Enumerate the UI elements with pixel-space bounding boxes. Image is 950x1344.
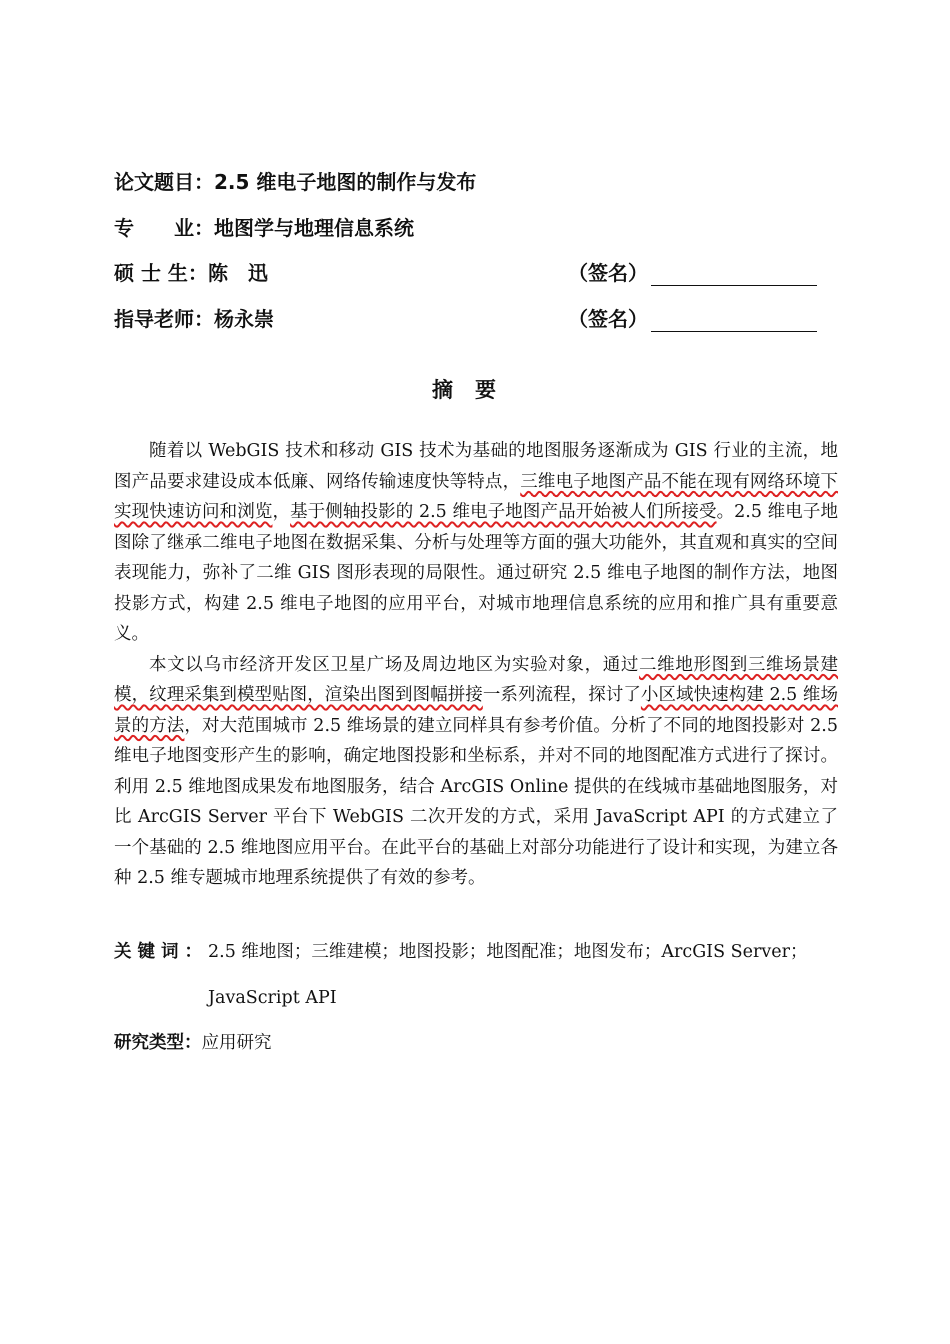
- p2-spellcheck-b: 小区域快速构建 2.5 维场景的方法: [114, 685, 838, 736]
- advisor-signature-label: （签名）: [568, 307, 648, 331]
- student-signature-line: [651, 285, 817, 286]
- p1-text-a: 随着以 WebGIS 技术和移动 GIS 技术为基础的地图服务逐渐成为 GIS 行业的主流，地图产品要求建设成本低廉、网络传输速度快等特点，: [114, 441, 838, 492]
- advisor-signature-line: [651, 331, 817, 332]
- p1-spellcheck-b: 基于侧轴投影的 2.5 维电子地图产品开始被人们所接受: [290, 502, 717, 522]
- keywords-label: 关键词：: [114, 942, 208, 962]
- student-value: 陈 迅: [207, 261, 268, 285]
- abstract-body: [114, 436, 838, 894]
- advisor-label: 指导老师：: [114, 307, 214, 331]
- research-type-row: [114, 1028, 272, 1058]
- p2-text-c: ，对大范围城市 2.5 维场景的建立同样具有参考价值。分析了不同的地图投影对 2.5 维电子地图变形产生的影响，确定地图投影和坐标系，并对不同的地图配准方式进行了探讨。利用 2.5 维地图成果发布地图服务，结合 ArcGIS Online 提供的在线城市基础地图服务，对比 ArcGIS Server 平台下 WebGIS 二次开发的方式，采用 JavaScript API 的方式建立了一个基础的 2.5 维地图应用平台。在此平台的基础上对部分功能进行了设计和实现，为建立各种 2.5 维专题城市地理系统提供了有效的参考。: [114, 715, 838, 888]
- student-label: 硕 士 生：: [114, 261, 208, 285]
- p1-text-c: 。2.5 维电子地图除了继承二维电子地图在数据采集、分析与处理等方面的强大功能外，其直观和真实的空间表现能力，弥补了二维 GIS 图形表现的局限性。通过研究 2.5 维电子地图的制作方法，地图投影方式，构建 2.5 维电子地图的应用平台，对城市地理信息系统的应用和推广具有重要意义。: [114, 502, 838, 644]
- p1-spellcheck-a: 三维电子地图产品不能在现有网络环境下实现快速访问和浏览: [114, 471, 839, 522]
- major-label: 专 业：: [114, 216, 214, 240]
- advisor-value: 杨永崇: [214, 307, 274, 331]
- p2-spellcheck-a: 二维地形图到三维场景建模，纹理采集到模型贴图，渲染出图到图幅拼接: [114, 654, 839, 705]
- thesis-title-row: [114, 166, 476, 198]
- major-row: [114, 212, 414, 244]
- research-type-value: 应用研究: [201, 1033, 272, 1053]
- abstract-paragraph-2: [114, 650, 838, 894]
- abstract-heading: 摘要: [432, 378, 518, 402]
- advisor-row: [114, 303, 274, 335]
- student-signature-label: （签名）: [568, 261, 648, 285]
- abstract-paragraph-1: [114, 436, 838, 650]
- thesis-title-label: 论文题目：: [114, 170, 214, 194]
- thesis-title-value: 2.5 维电子地图的制作与发布: [214, 170, 477, 194]
- research-type-label: 研究类型：: [114, 1033, 202, 1053]
- p2-text-a: 本文以乌市经济开发区卫星广场及周边地区为实验对象，通过: [149, 654, 640, 675]
- p2-text-b: 一系列流程，探讨了: [482, 685, 641, 705]
- keywords-row: [114, 937, 807, 967]
- p1-text-b: ，: [272, 502, 291, 522]
- keywords-row-2: [208, 983, 337, 1013]
- student-row: [114, 257, 268, 289]
- major-value: 地图学与地理信息系统: [214, 216, 414, 240]
- keywords-line-2: JavaScript API: [208, 988, 337, 1008]
- keywords-line-1: 2.5 维地图；三维建模；地图投影；地图配准；地图发布；ArcGIS Server；: [208, 942, 808, 962]
